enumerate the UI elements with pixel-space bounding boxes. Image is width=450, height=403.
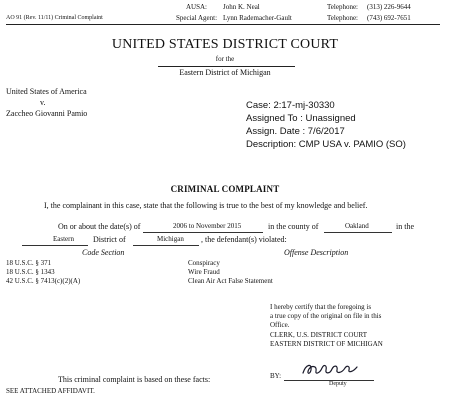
ausa-label: AUSA: [186, 3, 208, 11]
form-id: AO 91 (Rev. 11/11) Criminal Complaint [6, 15, 103, 21]
complaint-heading: CRIMINAL COMPLAINT [170, 184, 280, 194]
offense-description-header: Offense Description [284, 248, 349, 257]
court-title: UNITED STATES DISTRICT COURT [111, 37, 339, 52]
cert-line-2: a true copy of the original on file in this [270, 312, 382, 320]
ausa-name: John K. Neal [223, 3, 260, 11]
cert-line-1: I hereby certify that the foregoing is [270, 303, 372, 311]
for-the-text: for the [215, 55, 235, 63]
plaintiff-name: United States of America [6, 87, 87, 96]
desc-row-3: Clean Air Act False Statement [188, 277, 273, 285]
county-text: in the county of [268, 222, 319, 231]
cert-line-3: Office. [270, 321, 290, 329]
complaint-intro: I, the complainant in this case, state that the following is true to the best of my knowledge and belief. [44, 201, 368, 210]
county-underline [324, 232, 392, 233]
telephone-label-1: Telephone: [327, 3, 358, 11]
state-value: Michigan [157, 235, 184, 243]
case-number: Case: 2:17-mj-30330 [246, 100, 335, 111]
assigned-to: Assigned To : Unassigned [246, 113, 356, 124]
agent-label: Special Agent: [176, 14, 218, 22]
defendant-name: Zaccheo Giovanni Pamio [6, 109, 88, 118]
violated-text: , the defendant(s) violated: [201, 235, 287, 244]
based-on-text: This criminal complaint is based on these facts: [58, 375, 211, 384]
by-label: BY: [270, 372, 282, 380]
clerk-line-2: EASTERN DISTRICT OF MICHIGAN [270, 340, 383, 348]
case-description: Description: CMP USA v. PAMIO (SO) [246, 139, 406, 150]
code-row-1: 18 U.S.C. § 371 [6, 259, 52, 267]
code-row-2: 18 U.S.C. § 1343 [6, 268, 55, 276]
header-rule [6, 24, 440, 25]
state-underline [133, 245, 199, 246]
court-district: Eastern District of Michigan [179, 68, 271, 77]
in-the-text: in the [396, 222, 414, 231]
desc-row-1: Conspiracy [188, 259, 220, 267]
telephone-label-2: Telephone: [327, 14, 358, 22]
deputy-signature [300, 359, 360, 379]
code-row-3: 42 U.S.C. § 7413(c)(2)(A) [6, 277, 81, 285]
agent-name: Lynn Rademacher-Gault [223, 14, 292, 22]
desc-row-2: Wire Fraud [188, 268, 220, 276]
assign-date: Assign. Date : 7/6/2017 [246, 126, 345, 137]
telephone-1: (313) 226-9644 [367, 3, 411, 11]
telephone-2: (743) 692-7651 [367, 14, 411, 22]
affidavit-reference: SEE ATTACHED AFFIDAVIT. [6, 387, 95, 395]
dates-underline [143, 232, 263, 233]
on-about-text: On or about the date(s) of [58, 222, 141, 231]
district-word: Eastern [53, 235, 74, 243]
code-section-header: Code Section [82, 248, 125, 257]
versus-text: v. [40, 98, 46, 107]
dates-value: 2006 to November 2015 [173, 222, 242, 230]
district-underline [22, 245, 88, 246]
district-rule-top [158, 66, 295, 67]
clerk-line-1: CLERK, U.S. DISTRICT COURT [270, 331, 368, 339]
district-of-text: District of [93, 235, 126, 244]
deputy-label: Deputy [329, 381, 347, 387]
county-value: Oakland [345, 222, 369, 230]
